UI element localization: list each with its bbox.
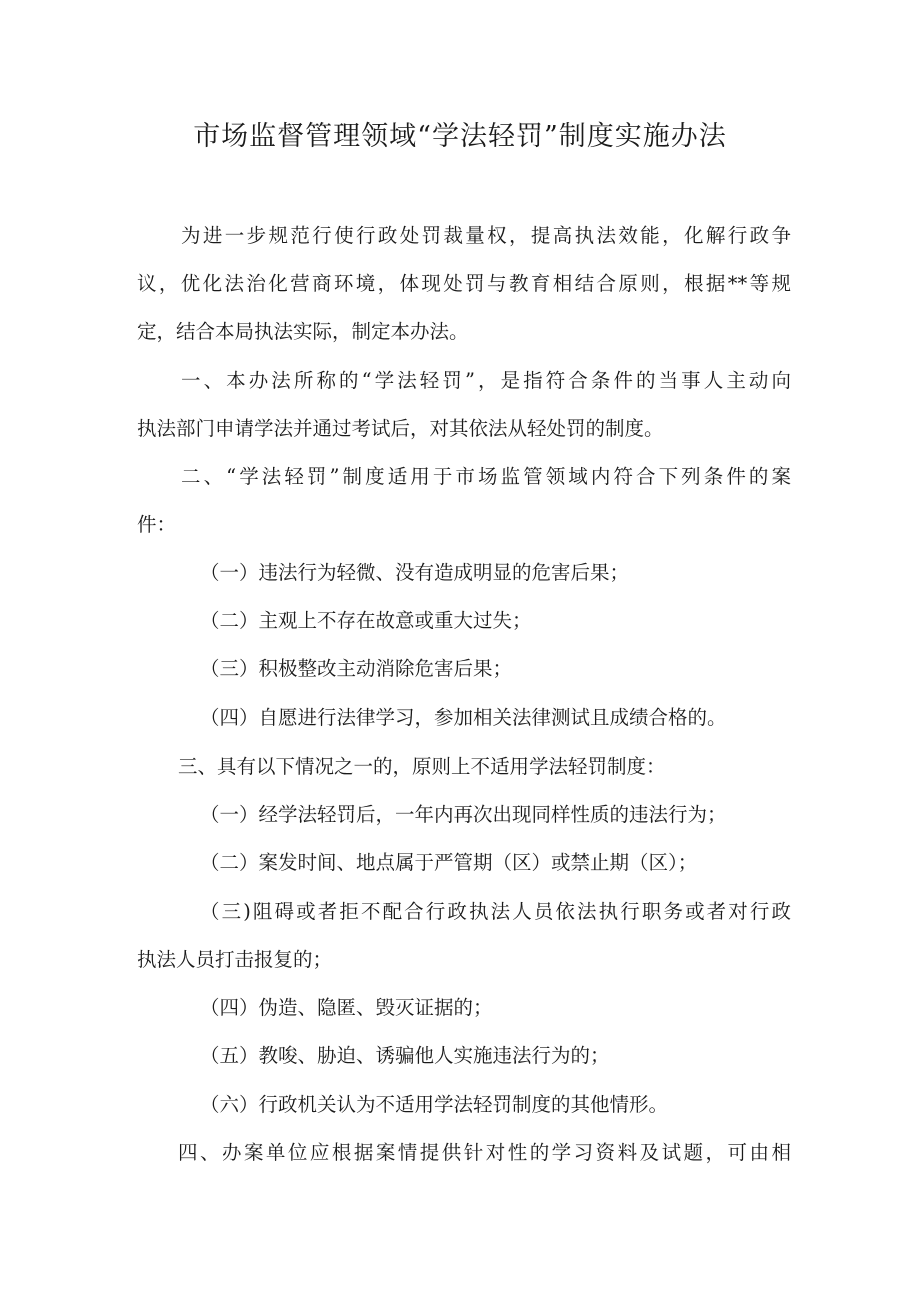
paragraph-line: 议，优化法治化营商环境，体现处罚与教育相结合原则，根据**等规	[137, 272, 791, 295]
paragraph-line: 四、办案单位应根据案情提供针对性的学习资料及试题，可由相	[178, 1141, 791, 1164]
paragraph-line: 一、本办法所称的“学法轻罚”，是指符合条件的当事人主动向	[181, 369, 791, 392]
list-item: （一）违法行为轻微、没有造成明显的危害后果；	[200, 561, 630, 584]
paragraph-line: 二、“学法轻罚”制度适用于市场监管领域内符合下列条件的案	[181, 465, 791, 488]
list-item: （三)阻碍或者拒不配合行政执法人员依法执行职务或者对行政	[200, 900, 791, 923]
list-item: （一）经学法轻罚后，一年内再次出现同样性质的违法行为；	[200, 803, 727, 826]
paragraph-line: 定，结合本局执法实际，制定本办法。	[137, 320, 469, 343]
paragraph-line: 为进一步规范行使行政处罚裁量权，提高执法效能，化解行政争	[181, 224, 791, 247]
list-item: （五）教唆、胁迫、诱骗他人实施违法行为的；	[200, 1044, 610, 1067]
list-item: （三）积极整改主动消除危害后果；	[200, 657, 513, 680]
paragraph-line: 件：	[137, 513, 177, 536]
list-item: （二）主观上不存在故意或重大过失；	[200, 609, 532, 632]
list-item: （四）自愿进行法律学习，参加相关法律测试且成绩合格的。	[200, 706, 727, 729]
list-item: （四）伪造、隐匿、毁灭证据的；	[200, 996, 493, 1019]
document-title: 市场监督管理领域“学法轻罚”制度实施办法	[193, 121, 727, 152]
list-item-continuation: 执法人员打击报复的；	[137, 948, 333, 971]
paragraph-line: 三、具有以下情况之一的，原则上不适用学法轻罚制度：	[178, 755, 666, 778]
list-item: （二）案发时间、地点属于严管期（区）或禁止期（区）；	[200, 851, 698, 874]
list-item: （六）行政机关认为不适用学法轻罚制度的其他情形。	[200, 1093, 669, 1116]
paragraph-line: 执法部门申请学法并通过考试后，对其依法从轻处罚的制度。	[137, 417, 664, 440]
